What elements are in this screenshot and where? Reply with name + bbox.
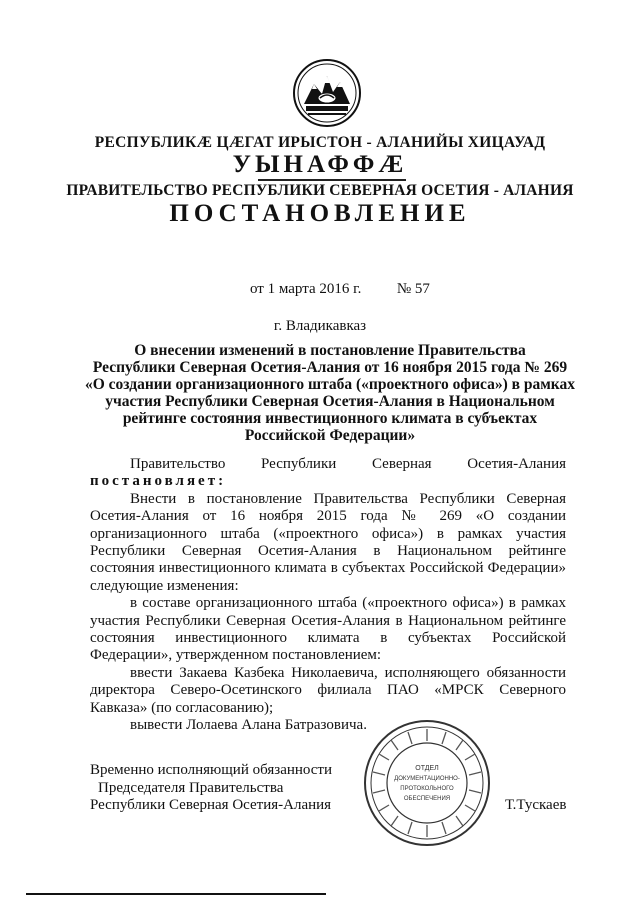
signer-name: Т.Тускаев <box>505 797 567 813</box>
paragraph-3: ввести Закаева Казбека Николаевича, исполняющего обязанности директора Северо-Осетинского филиала ПАО «МРСК Северного Кавказа» (по согласованию); <box>90 664 566 716</box>
document-date: от 1 марта 2016 г. <box>250 281 362 297</box>
title-line: участия Республики Северная Осетия-Алания в Национальном <box>105 393 555 410</box>
paragraph-1: Внести в постановление Правительства Республики Северная Осетия-Алания от 16 ноября 2015 года № 269 «О создании организационного штаба («проектного офиса») в рамках участия Республики Северная Осетия-Алания в Национальном рейтинге состояния инвестиционного климата в субъектах Российской Федерации» следующие изменения: <box>90 490 566 594</box>
header-divider <box>258 179 406 181</box>
paragraph-2: в составе организационного штаба («проектного офиса») в рамках участия Республики Северная Осетия-Алания в Национальном рейтинге состояния инвестиционного климата в субъектах Российской Федерации», утвержденном постановлением: <box>90 595 566 664</box>
document-body <box>90 456 566 735</box>
title-line: Российской Федерации» <box>244 427 416 444</box>
intro-line: Правительство Республики Северная Осетия-Алания <box>130 456 566 472</box>
city-line: г. Владикавказ <box>273 318 367 334</box>
signature-position-line2: Председателя Правительства <box>98 779 284 796</box>
stamp-text: ПРОТОКОЛЬНОГО <box>400 786 454 792</box>
header-russian-government: ПРАВИТЕЛЬСТВО РЕСПУБЛИКИ СЕВЕРНАЯ ОСЕТИЯ - АЛАНИЯ <box>66 182 574 199</box>
footer-divider <box>26 893 326 895</box>
date-number-line <box>250 281 434 298</box>
title-line: «О создании организационного штаба («проектного офиса») в рамках <box>84 376 575 393</box>
header-ossetian-title: УЫНАФФӔ <box>232 151 408 178</box>
round-seal-icon <box>362 718 492 848</box>
signature-position-line3: Республики Северная Осетия-Алания <box>90 797 332 814</box>
title-line: рейтинге состояния инвестиционного климата в субъектах <box>122 410 538 427</box>
document-number: № 57 <box>396 281 430 297</box>
coat-of-arms-icon <box>292 58 362 128</box>
title-line: Республики Северная Осетия-Алания от 16 ноября 2015 года № 269 <box>92 359 568 376</box>
decree-word: постановляет: <box>90 473 227 490</box>
header-russian-title: ПОСТАНОВЛЕНИЕ <box>169 200 471 227</box>
stamp-text: ОБЕСПЕЧЕНИЯ <box>403 796 451 802</box>
document-title <box>80 342 580 444</box>
paragraph-4: вывести Лолаева Алана Батразовича. <box>130 717 367 734</box>
stamp-text: ДОКУМЕНТАЦИОННО- <box>394 776 460 782</box>
stamp-text: ОТДЕЛ <box>415 765 439 772</box>
signature-position-line1: Временно исполняющий обязанности <box>90 762 333 778</box>
header-ossetian-government: РЕСПУБЛИКӔ ЦӔГАТ ИРЫСТОН - АЛАНИЙЫ ХИЦАУАД <box>94 134 546 151</box>
signature-block <box>90 762 332 815</box>
title-line: О внесении изменений в постановление Правительства <box>134 342 526 359</box>
